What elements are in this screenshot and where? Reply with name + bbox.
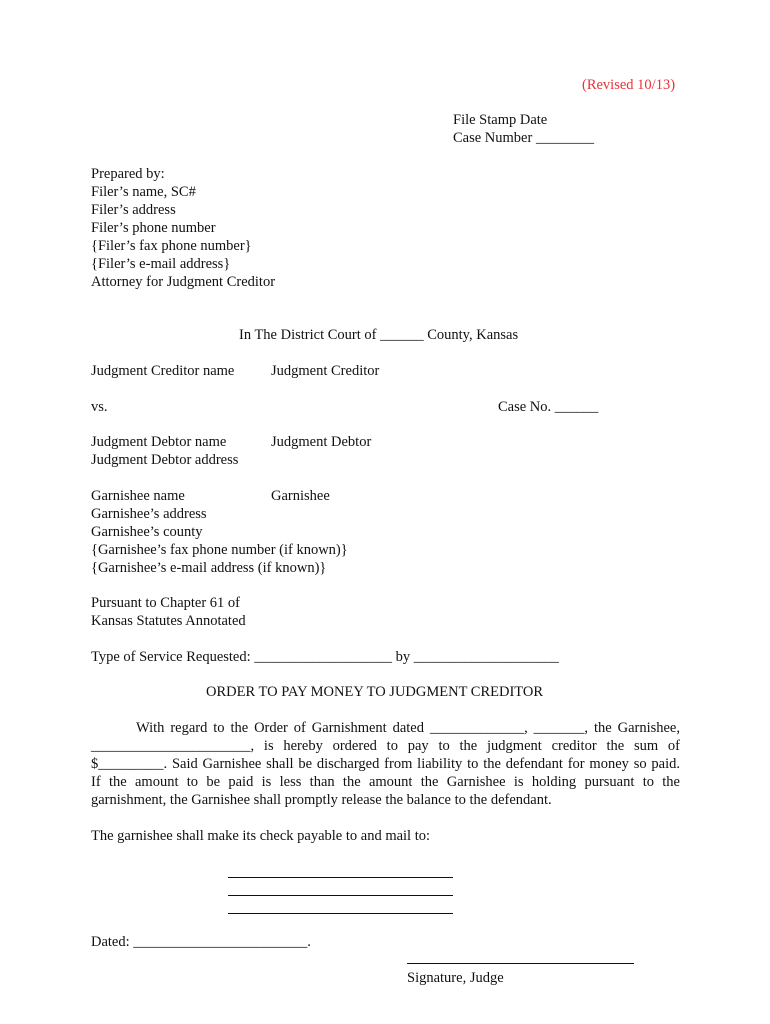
- body-line-4: If the amount to be paid is less than the amount the Garnishee is holding pursuant to the: [91, 774, 680, 790]
- revised-date: (Revised 10/13): [582, 77, 676, 93]
- filer-phone: Filer’s phone number: [91, 220, 216, 236]
- debtor-address: Judgment Debtor address: [91, 452, 239, 468]
- body-line-3: $_________. Said Garnishee shall be discharged from liability to the defendant for money so paid.: [91, 756, 680, 772]
- filer-name: Filer’s name, SC#: [91, 184, 196, 200]
- body-line-1: With regard to the Order of Garnishment dated _____________, _______, the Garnishee,: [136, 720, 680, 736]
- payable-instruction: The garnishee shall make its check payable to and mail to:: [91, 828, 431, 844]
- body-line-2: ______________________, is hereby ordered to pay to the judgment creditor the sum of: [91, 738, 680, 754]
- case-number-label: Case Number ________: [453, 130, 594, 146]
- body-line-5: garnishment, the Garnishee shall promptly release the balance to the defendant.: [91, 792, 552, 808]
- garnishee-name: Garnishee name: [91, 488, 185, 504]
- attorney-role: Attorney for Judgment Creditor: [91, 274, 276, 290]
- creditor-role: Judgment Creditor: [271, 363, 380, 379]
- garnishee-address: Garnishee’s address: [91, 506, 207, 522]
- garnishee-fax: {Garnishee’s fax phone number (if known)}: [91, 542, 348, 558]
- garnishee-county: Garnishee’s county: [91, 524, 203, 540]
- case-no-label: Case No. ______: [498, 399, 599, 415]
- garnishee-role: Garnishee: [271, 488, 330, 504]
- payee-line-2: [228, 895, 453, 896]
- filer-address: Filer’s address: [91, 202, 176, 218]
- debtor-role: Judgment Debtor: [271, 434, 372, 450]
- creditor-name: Judgment Creditor name: [91, 363, 235, 379]
- payee-line-3: [228, 913, 453, 914]
- signature-line: [407, 963, 634, 964]
- filer-fax: {Filer’s fax phone number}: [91, 238, 252, 254]
- filer-email: {Filer’s e-mail address}: [91, 256, 231, 272]
- versus-label: vs.: [91, 399, 108, 415]
- statute-line-2: Kansas Statutes Annotated: [91, 613, 246, 629]
- court-caption: In The District Court of ______ County, Kansas: [239, 327, 519, 343]
- garnishee-email: {Garnishee’s e-mail address (if known)}: [91, 560, 327, 576]
- service-requested: Type of Service Requested: ___________________ by ____________________: [91, 649, 559, 665]
- debtor-name: Judgment Debtor name: [91, 434, 227, 450]
- prepared-by-heading: Prepared by:: [91, 166, 165, 182]
- statute-line-1: Pursuant to Chapter 61 of: [91, 595, 241, 611]
- order-title: ORDER TO PAY MONEY TO JUDGMENT CREDITOR: [206, 684, 544, 700]
- dated-field: Dated: ________________________.: [91, 934, 311, 950]
- file-stamp-label: File Stamp Date: [453, 112, 548, 128]
- signature-label: Signature, Judge: [407, 970, 504, 986]
- payee-line-1: [228, 877, 453, 878]
